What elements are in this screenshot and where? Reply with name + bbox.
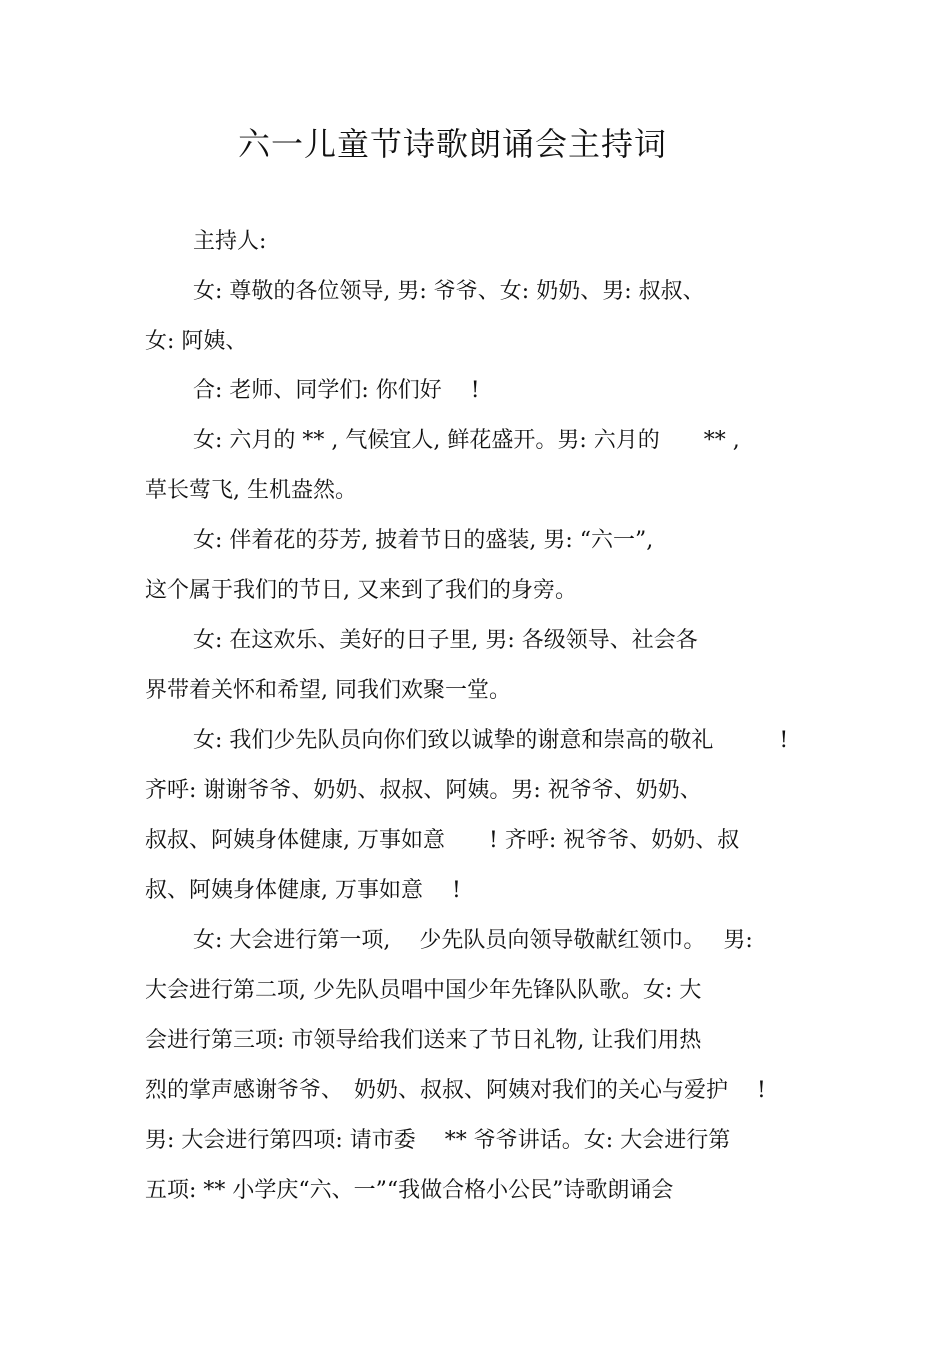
body-line: 女: 尊敬的各位领导, 男: 爷爷、女: 奶奶、男: 叔叔、 — [193, 279, 705, 304]
body-line: 女: 在这欢乐、美好的日子里, 男: 各级领导、社会各 — [193, 628, 698, 653]
body-line: 女: 大会进行第一项, 少先队员向领导敬献红领巾。 男: — [193, 928, 753, 953]
body-line: 烈的掌声感谢爷爷、 奶奶、叔叔、阿姨对我们的关心与爱护 ! — [145, 1078, 766, 1103]
body-line: 五项: ** 小学庆“六、一”“我做合格小公民”诗歌朗诵会 — [145, 1178, 674, 1203]
body-line: 主持人: — [193, 229, 267, 254]
body-line: 男: 大会进行第四项: 请市委 ** 爷爷讲话。女: 大会进行第 — [145, 1128, 731, 1153]
body-line: 会进行第三项: 市领导给我们送来了节日礼物, 让我们用热 — [145, 1028, 702, 1053]
body-line: 女: 我们少先队员向你们致以诚挚的谢意和崇高的敬礼 ! — [193, 728, 789, 753]
body-line: 女: 六月的 ** , 气候宜人, 鲜花盛开。男: 六月的 ** , — [193, 428, 740, 453]
body-line: 界带着关怀和希望, 同我们欢聚一堂。 — [145, 678, 511, 703]
body-line: 这个属于我们的节日, 又来到了我们的身旁。 — [145, 578, 577, 603]
body-line: 草长莺飞, 生机盎然。 — [145, 478, 357, 503]
body-line: 齐呼: 谢谢爷爷、奶奶、叔叔、阿姨。男: 祝爷爷、奶奶、 — [145, 778, 702, 803]
body-line: 大会进行第二项, 少先队员唱中国少年先锋队队歌。女: 大 — [145, 978, 702, 1003]
body-line: 合: 老师、同学们: 你们好 ! — [193, 378, 480, 403]
page-title: 六一儿童节诗歌朗诵会主持词 — [237, 125, 667, 163]
body-line: 女: 伴着花的芬芳, 披着节日的盛装, 男: “六一”, — [193, 528, 654, 553]
body-line: 叔叔、阿姨身体健康, 万事如意 ! 齐呼: 祝爷爷、奶奶、叔 — [145, 828, 740, 853]
body-line: 叔、阿姨身体健康, 万事如意 ! — [145, 878, 461, 903]
body-line: 女: 阿姨、 — [145, 329, 248, 354]
